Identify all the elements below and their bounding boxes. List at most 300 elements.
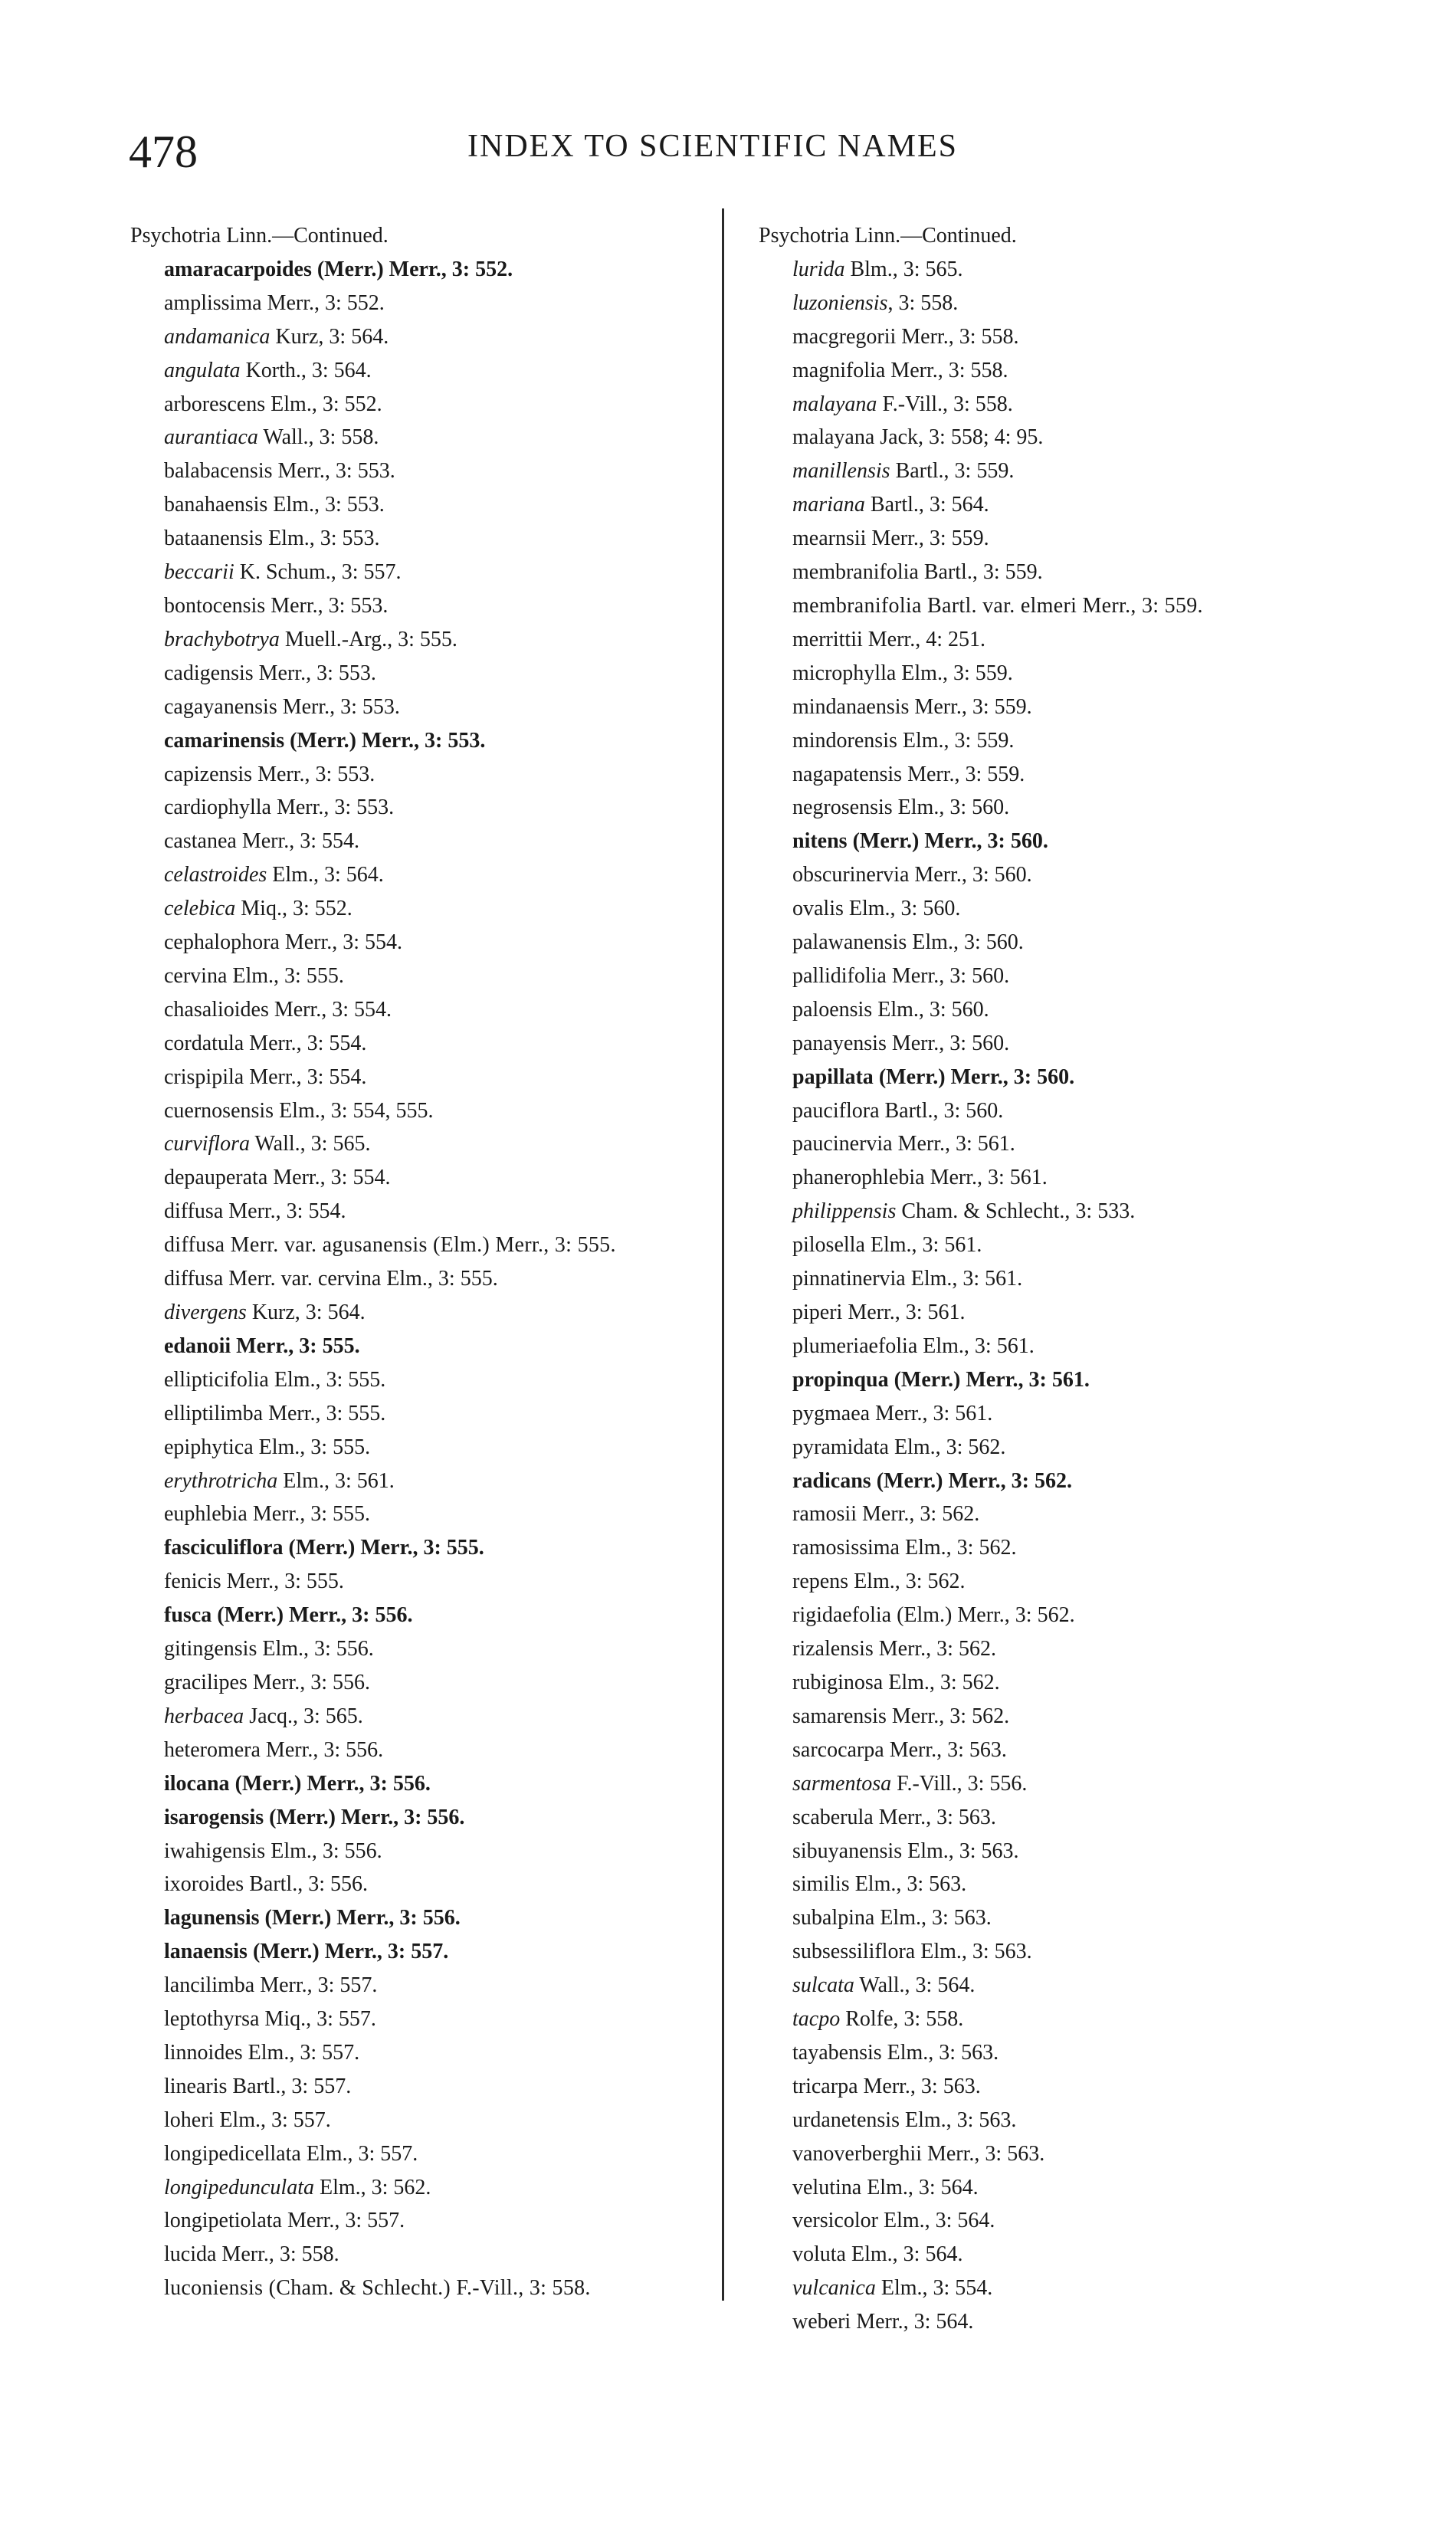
species-name: sarcocarpa xyxy=(792,1737,884,1762)
species-name: brachybotrya xyxy=(164,627,280,651)
index-entry xyxy=(759,1666,1341,1700)
index-entry xyxy=(130,2003,713,2036)
authority-and-reference: Merr., 3: 559. xyxy=(866,526,989,551)
species-name: rubiginosa xyxy=(792,1670,884,1694)
authority-and-reference: Merr., 3: 553. xyxy=(271,795,395,820)
authority-and-reference: Merr., 3: 554. xyxy=(267,1166,391,1190)
authority-and-reference: (Merr.) Merr., 3: 560. xyxy=(847,829,1048,854)
authority-and-reference: Merr., 3: 562. xyxy=(886,1704,1010,1728)
species-name: fenicis xyxy=(164,1570,221,1594)
index-entry xyxy=(759,791,1341,825)
species-name: ramosissima xyxy=(792,1536,900,1560)
species-name: beccarii xyxy=(164,560,234,585)
index-entry xyxy=(759,993,1341,1027)
index-entry xyxy=(130,1397,713,1431)
index-entry xyxy=(759,1632,1341,1666)
index-entry xyxy=(759,1228,1341,1262)
authority-and-reference: (Cham. & Schlecht.) F.-Vill., 3: 558. xyxy=(263,2276,591,2301)
species-name: herbacea xyxy=(164,1704,244,1728)
index-entry xyxy=(130,556,713,589)
species-name: rizalensis xyxy=(792,1637,874,1661)
species-name: diffusa xyxy=(164,1199,224,1224)
authority-and-reference: Merr., 3: 563. xyxy=(884,1737,1007,1762)
authority-and-reference: Merr., 3: 553. xyxy=(253,661,376,685)
species-name: pallidifolia xyxy=(792,963,887,988)
index-entry xyxy=(759,623,1341,657)
index-entry xyxy=(759,388,1341,422)
authority-and-reference: Merr., 3: 559. xyxy=(909,694,1032,719)
index-entry xyxy=(759,926,1341,959)
authority-and-reference: (Elm.) Merr., 3: 562. xyxy=(891,1603,1075,1628)
authority-and-reference: Wall., 3: 565. xyxy=(250,1132,371,1156)
index-entry xyxy=(759,758,1341,792)
species-name: linearis xyxy=(164,2074,228,2098)
authority-and-reference: Merr., 3: 554. xyxy=(268,997,392,1022)
authority-and-reference: (Merr.) Merr., 3: 557. xyxy=(247,1940,449,1964)
species-name: gracilipes xyxy=(164,1670,248,1694)
authority-and-reference: Elm., 3: 561. xyxy=(277,1468,395,1493)
index-entry xyxy=(759,1397,1341,1431)
species-name: merrittii xyxy=(792,627,863,651)
authority-and-reference: Elm., 3: 563. xyxy=(849,1872,967,1897)
index-entry xyxy=(759,1431,1341,1465)
index-entry xyxy=(130,287,713,320)
index-entry xyxy=(759,690,1341,724)
authority-and-reference: Elm., 3: 554, 555. xyxy=(274,1098,434,1123)
index-entry xyxy=(130,1767,713,1801)
species-name: vanoverberghii xyxy=(792,2141,922,2166)
species-name: mindanaensis xyxy=(792,694,910,719)
authority-and-reference: Elm., 3: 555. xyxy=(253,1435,371,1459)
authority-and-reference: Jack, 3: 558; 4: 95. xyxy=(874,425,1044,450)
species-name: elliptilimba xyxy=(164,1401,264,1425)
index-entry xyxy=(130,1632,713,1666)
index-entry xyxy=(759,1531,1341,1565)
index-entry xyxy=(759,1935,1341,1969)
authority-and-reference: Merr., 3: 556. xyxy=(260,1737,384,1762)
species-name: heteromera xyxy=(164,1737,261,1762)
index-entry xyxy=(130,1700,713,1734)
species-name: depauperata xyxy=(164,1166,268,1190)
authority-and-reference: Merr., 3: 555. xyxy=(263,1401,386,1425)
index-entry xyxy=(130,724,713,758)
authority-and-reference: Elm., 3: 560. xyxy=(907,930,1024,955)
authority-and-reference: Merr., 3: 558. xyxy=(896,324,1019,349)
authority-and-reference: Miq., 3: 557. xyxy=(259,2007,376,2032)
species-name: camarinensis xyxy=(164,728,285,753)
authority-and-reference: Merr., 3: 552. xyxy=(261,290,385,315)
authority-and-reference: (Merr.) Merr., 3: 556. xyxy=(264,1805,465,1829)
index-entry xyxy=(130,1465,713,1498)
index-entry xyxy=(759,1027,1341,1061)
species-name: fasciculiflora xyxy=(164,1536,284,1560)
species-name: angulata xyxy=(164,358,241,382)
species-name: nagapatensis xyxy=(792,762,903,786)
index-entry xyxy=(759,287,1341,320)
species-name: panayensis xyxy=(792,1031,887,1055)
species-name: cordatula xyxy=(164,1031,244,1055)
authority-and-reference: (Merr.) Merr., 3: 555. xyxy=(283,1536,484,1560)
species-name: amaracarpoides xyxy=(164,257,312,281)
authority-and-reference: Elm., 3: 562. xyxy=(883,1670,1000,1694)
index-entry xyxy=(130,1666,713,1700)
index-entry xyxy=(759,2137,1341,2171)
authority-and-reference: Merr., 3: 560. xyxy=(886,1031,1010,1055)
authority-and-reference: Elm., 3: 559. xyxy=(897,728,1015,753)
index-entry xyxy=(759,320,1341,354)
authority-and-reference: Bartl., 3: 556. xyxy=(244,1872,368,1897)
index-entry xyxy=(130,589,713,623)
authority-and-reference: Cham. & Schlecht., 3: 533. xyxy=(896,1199,1136,1224)
authority-and-reference: Elm., 3: 560. xyxy=(892,795,1010,820)
species-name: macgregorii xyxy=(792,324,897,349)
authority-and-reference: Kurz, 3: 564. xyxy=(270,324,389,349)
authority-and-reference: Elm., 3: 562. xyxy=(313,2175,431,2199)
index-entry xyxy=(759,2305,1341,2339)
index-entry xyxy=(759,1868,1341,1901)
authority-and-reference: Jacq., 3: 565. xyxy=(244,1704,363,1728)
species-name: versicolor xyxy=(792,2209,878,2233)
species-name: philippensis xyxy=(792,1199,897,1224)
authority-and-reference: Elm., 3: 560. xyxy=(872,997,989,1022)
index-entry xyxy=(759,1801,1341,1835)
index-entry xyxy=(759,1330,1341,1363)
index-entry xyxy=(759,421,1341,454)
left-column xyxy=(130,219,713,2305)
authority-and-reference: Merr., 3: 559. xyxy=(902,762,1025,786)
index-entry xyxy=(130,1431,713,1465)
authority-and-reference: (Merr.) Merr., 3: 553. xyxy=(284,728,486,753)
authority-and-reference: Merr. var. cervina Elm., 3: 555. xyxy=(223,1267,498,1291)
authority-and-reference: F.-Vill., 3: 558. xyxy=(877,392,1013,416)
authority-and-reference: Merr., 3: 561. xyxy=(892,1132,1015,1156)
species-name: samarensis xyxy=(792,1704,887,1728)
index-entry xyxy=(130,2272,713,2305)
index-entry xyxy=(759,1497,1341,1531)
index-entry xyxy=(759,1465,1341,1498)
index-entry xyxy=(759,1195,1341,1228)
species-name: loheri xyxy=(164,2108,215,2132)
species-name: sulcata xyxy=(792,1973,854,1998)
authority-and-reference: Merr., 3: 557. xyxy=(281,2209,405,2233)
authority-and-reference: Merr., 3: 555. xyxy=(231,1333,360,1358)
species-name: cuernosensis xyxy=(164,1098,274,1123)
species-name: membranifolia xyxy=(792,593,922,618)
authority-and-reference: Merr., 3: 553. xyxy=(277,694,400,719)
index-entry xyxy=(130,1969,713,2003)
authority-and-reference: Elm., 3: 563. xyxy=(899,2108,1017,2132)
index-entry xyxy=(759,2204,1341,2238)
index-entry xyxy=(130,657,713,690)
species-name: chasalioides xyxy=(164,997,269,1022)
authority-and-reference: Merr., 3: 564. xyxy=(851,2310,974,2334)
authority-and-reference: Elm., 3: 555. xyxy=(268,1367,386,1392)
species-name: castanea xyxy=(164,829,237,854)
index-entry xyxy=(130,2036,713,2070)
authority-and-reference: Wall., 3: 558. xyxy=(257,425,379,450)
index-entry xyxy=(130,758,713,792)
authority-and-reference: Merr., 3: 562. xyxy=(857,1502,980,1527)
species-name: lancilimba xyxy=(164,1973,255,1998)
index-entry xyxy=(130,623,713,657)
authority-and-reference: Merr., 3: 556. xyxy=(247,1670,371,1694)
index-entry xyxy=(759,1700,1341,1734)
authority-and-reference: Korth., 3: 564. xyxy=(240,358,372,382)
species-name: velutina xyxy=(792,2175,862,2199)
authority-and-reference: F.-Vill., 3: 556. xyxy=(891,1771,1028,1796)
index-entry xyxy=(759,1835,1341,1868)
index-entry xyxy=(759,1061,1341,1094)
authority-and-reference: Merr. var. agusanensis (Elm.) Merr., 3: 555. xyxy=(225,1233,616,1258)
authority-and-reference: Elm., 3: 556. xyxy=(257,1637,374,1661)
authority-and-reference: Blm., 3: 565. xyxy=(844,257,963,281)
species-name: pyramidata xyxy=(792,1435,889,1459)
species-name: longipedicellata xyxy=(164,2141,301,2166)
species-name: scaberula xyxy=(792,1805,874,1829)
index-entry xyxy=(759,488,1341,522)
authority-and-reference: Wall., 3: 564. xyxy=(854,1973,976,1998)
species-name: erythrotricha xyxy=(164,1468,278,1493)
species-name: magnifolia xyxy=(792,358,886,382)
species-name: celebica xyxy=(164,897,236,921)
authority-and-reference: Merr., 3: 561. xyxy=(842,1301,966,1324)
species-name: cervina xyxy=(164,963,228,988)
species-name: crispipila xyxy=(164,1064,244,1089)
index-entry xyxy=(759,1734,1341,1767)
species-name: bataanensis xyxy=(164,526,264,551)
index-entry xyxy=(130,1935,713,1969)
index-entry xyxy=(759,858,1341,892)
index-entry xyxy=(130,488,713,522)
index-entry xyxy=(759,1262,1341,1296)
authority-and-reference: Bartl., 3: 557. xyxy=(227,2074,352,2098)
index-entry xyxy=(759,1901,1341,1935)
species-name: ilocana xyxy=(164,1771,230,1796)
species-name: leptothyrsa xyxy=(164,2007,260,2032)
species-name: voluta xyxy=(792,2242,846,2267)
authority-and-reference: Elm., 3: 556. xyxy=(265,1839,382,1863)
page-number: 478 xyxy=(129,126,198,177)
index-entry xyxy=(130,388,713,422)
index-entry xyxy=(759,892,1341,926)
species-name: lurida xyxy=(792,257,845,281)
authority-and-reference: Elm., 3: 563. xyxy=(881,2040,999,2065)
index-entry xyxy=(759,2104,1341,2137)
authority-and-reference: Merr., 3: 560. xyxy=(909,863,1032,887)
authority-and-reference: Merr., 3: 553. xyxy=(265,593,389,618)
authority-and-reference: Elm., 3: 564. xyxy=(267,863,384,887)
index-entry xyxy=(130,690,713,724)
authority-and-reference: Merr., 3: 563. xyxy=(858,2074,981,2098)
species-name: capizensis xyxy=(164,762,253,786)
index-entry xyxy=(130,1531,713,1565)
authority-and-reference: Merr., 3: 557. xyxy=(254,1973,378,1998)
species-name: similis xyxy=(792,1872,850,1897)
species-name: cardiophylla xyxy=(164,795,271,820)
right-column xyxy=(759,219,1341,2339)
index-entry xyxy=(130,522,713,556)
index-entry xyxy=(130,858,713,892)
species-name: rigidaefolia xyxy=(792,1603,892,1628)
index-entry xyxy=(759,724,1341,758)
authority-and-reference: Elm., 3: 563. xyxy=(902,1839,1019,1863)
authority-and-reference: Elm., 3: 561. xyxy=(917,1333,1035,1358)
authority-and-reference: Elm., 3: 561. xyxy=(905,1267,1023,1291)
species-name: urdanetensis xyxy=(792,2108,900,2132)
authority-and-reference: Elm., 3: 557. xyxy=(300,2141,418,2166)
authority-and-reference: Merr., 3: 554. xyxy=(223,1199,346,1224)
genus-heading: Psychotria Linn.—Continued. xyxy=(759,224,1017,248)
authority-and-reference: (Merr.) Merr., 3: 556. xyxy=(229,1771,431,1796)
species-name: pilosella xyxy=(792,1233,865,1258)
authority-and-reference: Elm., 3: 563. xyxy=(915,1940,1032,1964)
authority-and-reference: Miq., 3: 552. xyxy=(235,897,353,921)
authority-and-reference: Merr., 3: 554. xyxy=(244,1064,367,1089)
index-entry xyxy=(130,1027,713,1061)
species-name: negrosensis xyxy=(792,795,893,820)
species-name: pygmaea xyxy=(792,1401,871,1425)
index-entry xyxy=(130,1296,713,1330)
index-entry xyxy=(759,657,1341,690)
running-head: INDEX TO SCIENTIFIC NAMES xyxy=(467,129,958,164)
species-name: banahaensis xyxy=(164,493,268,517)
species-name: gitingensis xyxy=(164,1637,257,1661)
index-entry xyxy=(759,1969,1341,2003)
index-entry xyxy=(130,1195,713,1228)
authority-and-reference: Elm., 3: 562. xyxy=(848,1570,966,1594)
authority-and-reference: Merr., 3: 554. xyxy=(236,829,360,854)
index-entry xyxy=(130,2070,713,2104)
index-entry xyxy=(130,1868,713,1901)
genus-heading: Psychotria Linn.—Continued. xyxy=(130,224,389,248)
species-name: tayabensis xyxy=(792,2040,882,2065)
species-name: subalpina xyxy=(792,1906,875,1930)
species-name: andamanica xyxy=(164,324,271,349)
index-entry xyxy=(130,2137,713,2171)
index-entry xyxy=(130,1565,713,1599)
species-name: longipedunculata xyxy=(164,2175,314,2199)
authority-and-reference: Bartl., 3: 559. xyxy=(890,459,1015,484)
authority-and-reference: Elm., 3: 552. xyxy=(265,392,382,416)
authority-and-reference: Elm., 3: 562. xyxy=(888,1435,1006,1459)
authority-and-reference: Elm., 3: 562. xyxy=(900,1536,1017,1560)
authority-and-reference: Elm., 3: 553. xyxy=(267,493,385,517)
species-name: mariana xyxy=(792,493,865,517)
index-entry xyxy=(759,2003,1341,2036)
authority-and-reference: Elm., 3: 564. xyxy=(861,2175,979,2199)
authority-and-reference: (Merr.) Merr., 3: 552. xyxy=(311,257,513,281)
species-name: radicans xyxy=(792,1468,871,1493)
index-entry xyxy=(130,825,713,858)
index-entry xyxy=(130,993,713,1027)
index-entry xyxy=(130,1127,713,1161)
species-name: epiphytica xyxy=(164,1435,254,1459)
species-name: phanerophlebia xyxy=(792,1166,925,1190)
species-name: longipetiolata xyxy=(164,2209,282,2233)
species-name: diffusa xyxy=(164,1267,224,1291)
species-name: luzoniensis xyxy=(792,290,888,315)
index-entry xyxy=(130,1094,713,1128)
index-entry xyxy=(759,589,1341,623)
species-name: ramosii xyxy=(792,1502,857,1527)
authority-and-reference: Elm., 3: 557. xyxy=(214,2108,331,2132)
index-entry xyxy=(130,1801,713,1835)
species-name: balabacensis xyxy=(164,459,273,484)
index-entry xyxy=(130,1901,713,1935)
authority-and-reference: Elm., 3: 553. xyxy=(263,526,380,551)
species-name: pauciflora xyxy=(792,1098,880,1123)
species-name: lagunensis xyxy=(164,1906,260,1930)
species-name: cephalophora xyxy=(164,930,280,955)
index-entry xyxy=(130,1734,713,1767)
species-name: luconiensis xyxy=(164,2276,264,2301)
authority-and-reference: Merr., 3: 553. xyxy=(252,762,375,786)
index-entry xyxy=(130,1835,713,1868)
authority-and-reference: (Merr.) Merr., 3: 562. xyxy=(871,1468,1072,1493)
authority-and-reference: K. Schum., 3: 557. xyxy=(234,560,402,585)
authority-and-reference: Bartl., 3: 564. xyxy=(864,493,989,517)
index-entry xyxy=(130,354,713,388)
species-name: mearnsii xyxy=(792,526,867,551)
authority-and-reference: Merr., 3: 561. xyxy=(870,1401,993,1425)
index-entry xyxy=(759,2171,1341,2205)
index-entry xyxy=(759,1767,1341,1801)
index-entry xyxy=(759,354,1341,388)
species-name: piperi xyxy=(792,1301,843,1324)
index-entry xyxy=(130,253,713,287)
species-name: manillensis xyxy=(792,459,890,484)
authority-and-reference: Bartl. var. elmeri Merr., 3: 559. xyxy=(921,593,1203,618)
authority-and-reference: Merr., 3: 563. xyxy=(873,1805,996,1829)
species-name: lanaensis xyxy=(164,1940,248,1964)
species-name: mindorensis xyxy=(792,728,897,753)
species-name: pinnatinervia xyxy=(792,1267,906,1291)
index-entry xyxy=(759,959,1341,993)
species-name: ovalis xyxy=(792,897,844,921)
index-entry xyxy=(759,1127,1341,1161)
authority-and-reference: Kurz, 3: 564. xyxy=(246,1301,366,1324)
species-name: repens xyxy=(792,1570,849,1594)
species-name: bontocensis xyxy=(164,593,266,618)
species-name: microphylla xyxy=(792,661,897,685)
index-entry xyxy=(130,892,713,926)
species-name: euphlebia xyxy=(164,1502,248,1527)
index-entry xyxy=(759,2036,1341,2070)
authority-and-reference: Merr., 3: 554. xyxy=(244,1031,367,1055)
authority-and-reference: Merr., 3: 555. xyxy=(247,1502,371,1527)
species-name: nitens xyxy=(792,829,848,854)
authority-and-reference: Merr., 4: 251. xyxy=(862,627,985,651)
species-name: divergens xyxy=(164,1301,247,1324)
species-name: palawanensis xyxy=(792,930,907,955)
species-name: ixoroides xyxy=(164,1872,244,1897)
authority-and-reference: Elm., 3: 564. xyxy=(877,2209,995,2233)
index-entry xyxy=(130,2204,713,2238)
index-entry xyxy=(130,1161,713,1195)
index-entry xyxy=(759,1363,1341,1397)
index-entry xyxy=(759,522,1341,556)
authority-and-reference: Elm., 3: 554. xyxy=(875,2276,993,2301)
authority-and-reference: Merr., 3: 561. xyxy=(924,1166,1048,1190)
species-name: malayana xyxy=(792,425,875,450)
authority-and-reference: Elm., 3: 557. xyxy=(242,2040,360,2065)
index-entry-list xyxy=(759,253,1341,2339)
index-entry xyxy=(759,1094,1341,1128)
index-entry xyxy=(130,1497,713,1531)
authority-and-reference: Merr., 3: 553. xyxy=(272,459,395,484)
authority-and-reference: (Merr.) Merr., 3: 556. xyxy=(212,1603,413,1628)
index-entry-list xyxy=(130,253,713,2305)
